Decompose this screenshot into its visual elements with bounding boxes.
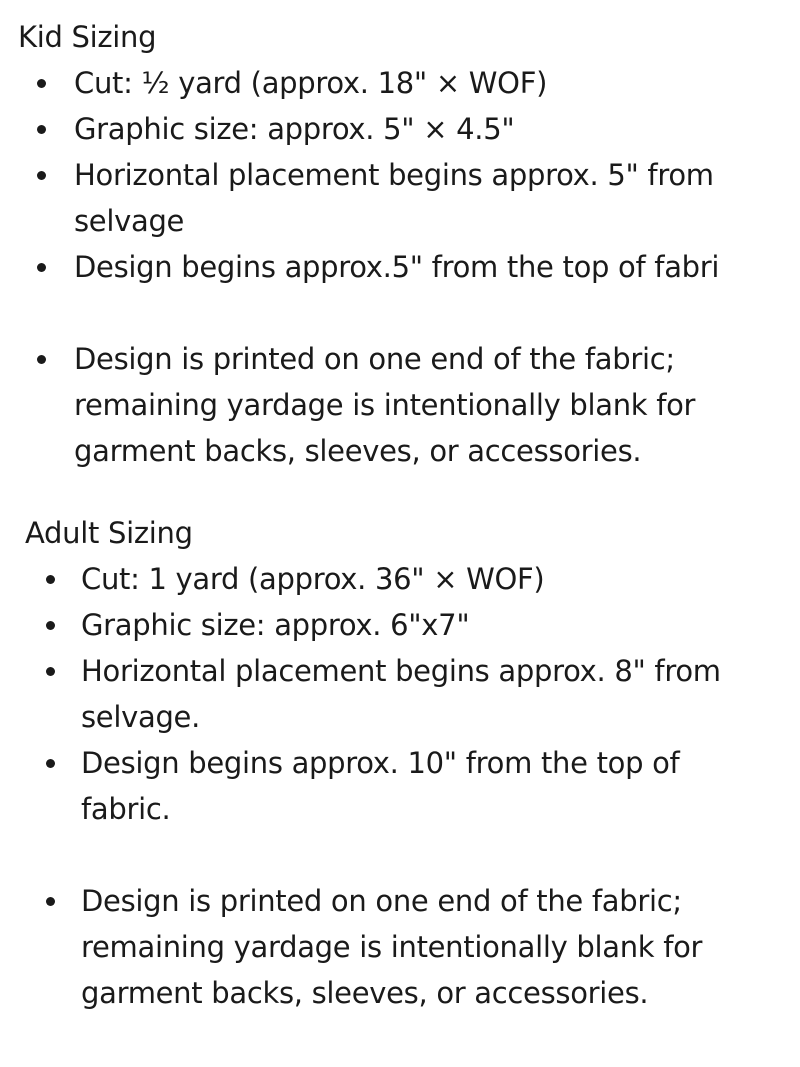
- bullet-icon: [46, 897, 55, 906]
- kid-sizing-section: [0, 14, 800, 474]
- list-item-text: Graphic size: approx. 5" × 4.5": [74, 112, 515, 146]
- kid-sizing-heading: Kid Sizing: [18, 20, 157, 54]
- list-item-text: fabric.: [81, 792, 171, 826]
- bullet-icon: [37, 263, 46, 272]
- kid-sizing-list: [0, 60, 800, 474]
- list-item-text: selvage: [74, 204, 185, 238]
- bullet-icon: [37, 171, 46, 180]
- bullet-icon: [46, 575, 55, 584]
- list-item-text: Cut: ½ yard (approx. 18" × WOF): [74, 66, 548, 100]
- list-item-text: Design begins approx.5" from the top of fabri: [74, 250, 720, 284]
- list-item-text: Design is printed on one end of the fabric;: [81, 884, 682, 918]
- list-item-text: Horizontal placement begins approx. 5" from: [74, 158, 714, 192]
- bullet-icon: [46, 759, 55, 768]
- kid-list-item-cut: [0, 60, 800, 106]
- adult-list-item-design-begins: [0, 740, 800, 832]
- list-item-text: garment backs, sleeves, or accessories.: [74, 434, 642, 468]
- kid-list-item-horizontal-placement: [0, 152, 800, 244]
- adult-sizing-section: [0, 510, 800, 1016]
- bullet-icon: [37, 125, 46, 134]
- bullet-icon: [46, 621, 55, 630]
- list-item-text: selvage.: [81, 700, 201, 734]
- bullet-icon: [37, 355, 46, 364]
- adult-list-item-cut: [0, 556, 800, 602]
- list-item-text: Cut: 1 yard (approx. 36" × WOF): [81, 562, 545, 596]
- adult-list-item-horizontal-placement: [0, 648, 800, 740]
- bullet-icon: [46, 667, 55, 676]
- kid-list-item-design-begins: [0, 244, 800, 290]
- adult-list-item-graphic-size: [0, 602, 800, 648]
- adult-list-item-print-note: [0, 878, 800, 1016]
- list-item-text: Graphic size: approx. 6"x7": [81, 608, 470, 642]
- bullet-icon: [37, 79, 46, 88]
- list-item-text: remaining yardage is intentionally blank for: [74, 388, 696, 422]
- list-item-text: remaining yardage is intentionally blank for: [81, 930, 703, 964]
- list-item-text: Horizontal placement begins approx. 8" from: [81, 654, 721, 688]
- list-item-text: Design is printed on one end of the fabric;: [74, 342, 675, 376]
- adult-sizing-list: [0, 556, 800, 1016]
- kid-list-item-graphic-size: [0, 106, 800, 152]
- list-item-text: Design begins approx. 10" from the top of: [81, 746, 680, 780]
- kid-list-item-print-note: [0, 336, 800, 474]
- adult-sizing-heading: Adult Sizing: [25, 516, 193, 550]
- list-item-text: garment backs, sleeves, or accessories.: [81, 976, 649, 1010]
